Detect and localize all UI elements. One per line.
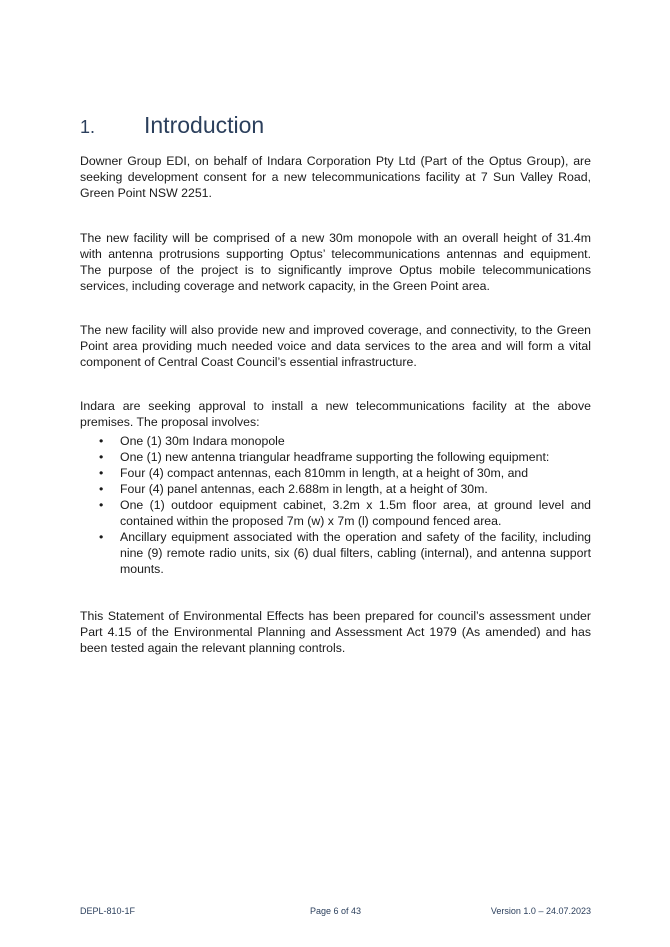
paragraph-coverage: The new facility will also provide new and improved coverage, and connectivity, to the Green Point area providing much needed voice and data services to the area and will form a vital component of Central Coast Council’s essential infrastructure.	[80, 323, 591, 369]
list-item: • One (1) new antenna triangular headframe supporting the following equipment:	[80, 449, 591, 465]
section-heading	[80, 112, 264, 139]
footer-version: Version 1.0 – 24.07.2023	[490, 906, 591, 916]
paragraph-facility: The new facility will be comprised of a new 30m monopole with an overall height of 31.4m with antenna protrusions supporting Optus’ telecommunications antennas and equipment. The purpose of the project is to significantly improve Optus mobile telecommunications services, including coverage and network capacity, in the Green Point area.	[80, 231, 591, 293]
section-number: 1.	[80, 117, 96, 137]
paragraph-proposal: Indara are seeking approval to install a new telecommunications facility at the above premises. The proposal involves:	[80, 399, 591, 429]
section-title: Introduction	[144, 112, 265, 138]
page-footer	[80, 906, 591, 920]
footer-doc-id: DEPL-810-1F	[80, 906, 136, 916]
list-item: • Ancillary equipment associated with the operation and safety of the facility, including nine (9) remote radio units, six (6) dual filters, cabling (internal), and antenna support mounts.	[80, 529, 591, 577]
paragraph-statement: This Statement of Environmental Effects has been prepared for council’s assessment under Part 4.15 of the Environmental Planning and Assessment Act 1979 (As amended) and has been tested again the relevant planning controls.	[80, 609, 591, 655]
footer-page-number: Page 6 of 43	[309, 906, 362, 916]
list-item: • Four (4) compact antennas, each 810mm in length, at a height of 30m, and	[80, 465, 591, 481]
list-item: • One (1) outdoor equipment cabinet, 3.2m x 1.5m floor area, at ground level and contained within the proposed 7m (w) x 7m (l) compound fenced area.	[80, 497, 591, 529]
list-item: • Four (4) panel antennas, each 2.688m in length, at a height of 30m.	[80, 481, 591, 497]
paragraph-intro: Downer Group EDI, on behalf of Indara Corporation Pty Ltd (Part of the Optus Group), are seeking development consent for a new telecommunications facility at 7 Sun Valley Road, Green Point NSW 2251.	[80, 154, 591, 200]
list-item: • One (1) 30m Indara monopole	[80, 433, 591, 449]
proposal-list	[80, 433, 591, 577]
